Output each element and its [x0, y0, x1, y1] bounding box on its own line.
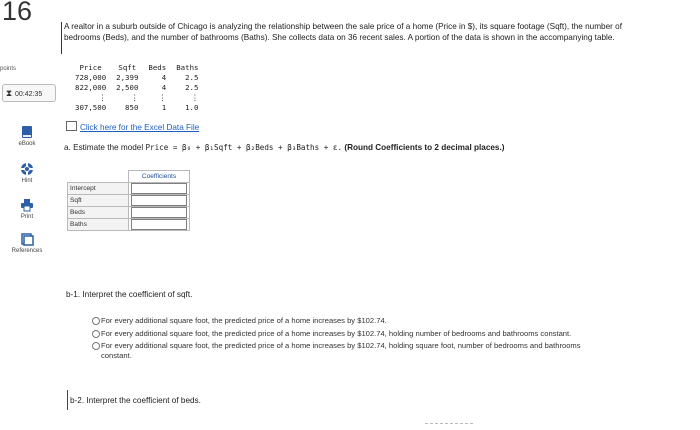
table-cell: 850: [125, 103, 139, 112]
table-row: [70, 103, 203, 113]
row-label-sqft: Sqft: [68, 195, 129, 207]
col-header-price: Price: [79, 63, 102, 72]
coef-cell: [129, 219, 190, 231]
coef-row-intercept: [68, 183, 190, 195]
question-number: 16: [2, 0, 33, 26]
references-button[interactable]: [4, 232, 50, 254]
model-equation: Price = β₀ + β₁Sqft + β₂Beds + β₃Baths + ε.: [145, 143, 343, 152]
file-icon: [66, 121, 77, 131]
coef-cell: [129, 183, 190, 195]
lifebuoy-icon: [20, 162, 34, 176]
b1-option-1[interactable]: [92, 316, 612, 326]
references-icon: [20, 232, 34, 246]
row-label-baths: Baths: [68, 219, 129, 231]
option-text: For every additional square foot, the predicted price of a home increases by $102.74, holding square foot, number of bedrooms and bathrooms constant.: [101, 341, 581, 360]
corner-cell: [68, 171, 129, 183]
option-text: For every additional square foot, the predicted price of a home increases by $102.74, holding number of bedrooms and bathrooms constant.: [101, 328, 572, 338]
hint-label: Hint: [21, 178, 33, 184]
radio-button[interactable]: [92, 342, 100, 350]
table-row: [70, 83, 203, 93]
table-cell: ⋮: [158, 93, 167, 102]
excel-data-link[interactable]: [66, 121, 199, 132]
table-cell: 822,000: [75, 83, 107, 92]
part-b2-text: b-2. Interpret the coefficient of beds.: [70, 396, 201, 405]
coef-row-beds: [68, 207, 190, 219]
coef-row-sqft: [68, 195, 190, 207]
table-cell: 1.0: [185, 103, 199, 112]
table-row: [70, 73, 203, 83]
table-cell: 4: [161, 73, 167, 82]
divider: [425, 423, 473, 424]
table-cell: ⋮: [131, 93, 139, 102]
baths-input[interactable]: [131, 219, 187, 230]
b1-option-2[interactable]: [92, 329, 612, 339]
b2-margin-bar: [67, 390, 68, 410]
references-label: References: [11, 248, 43, 254]
printer-icon: [20, 198, 34, 212]
excel-link-text[interactable]: Click here for the Excel Data File: [80, 123, 200, 132]
prompt-margin-bar: [61, 22, 62, 54]
table-cell: 728,000: [75, 73, 107, 82]
prompt-text: A realtor in a suburb outside of Chicago is analyzing the relationship between the sale price of a home (Price in $), its square footage (Sqft), the number of bedrooms (Beds), and the number of bathrooms (Baths). She collects data on 36 recent sales. A portion of the data is shown in the accompanying table.: [64, 22, 622, 42]
b1-option-3[interactable]: [92, 341, 612, 360]
table-cell: 2.5: [185, 83, 199, 92]
coefficients-answer-table: [67, 170, 190, 231]
coefficients-header: Coefficients: [129, 171, 190, 183]
print-button[interactable]: [4, 198, 50, 220]
part-b1-label: b-1. Interpret the coefficient of sqft.: [66, 290, 193, 299]
coef-cell: [129, 207, 190, 219]
book-icon: [20, 125, 34, 139]
print-label: Print: [20, 214, 34, 220]
table-cell: 1: [161, 103, 167, 112]
b1-options: [92, 316, 612, 363]
table-cell: 2.5: [185, 73, 199, 82]
coef-header-row: [68, 171, 190, 183]
beds-input[interactable]: [131, 207, 187, 218]
coef-row-baths: [68, 219, 190, 231]
hourglass-icon: ⧗: [5, 88, 13, 98]
part-a-instruction: [64, 143, 504, 152]
table-cell: ⋮: [191, 93, 199, 102]
option-text: For every additional square foot, the predicted price of a home increases by $102.74.: [101, 316, 387, 325]
table-cell: 307,500: [75, 103, 107, 112]
points-label: points: [0, 66, 17, 72]
col-header-beds: Beds: [148, 63, 167, 72]
timer-value: 00:42:35: [15, 91, 43, 98]
question-prompt: [64, 21, 624, 43]
table-header-row: [70, 63, 203, 73]
sqft-input[interactable]: [131, 195, 187, 206]
table-cell: ⋮: [98, 93, 107, 102]
intercept-input[interactable]: [131, 183, 187, 194]
timer: [2, 84, 56, 102]
row-label-beds: Beds: [68, 207, 129, 219]
radio-button[interactable]: [92, 330, 100, 338]
col-header-sqft: Sqft: [118, 63, 137, 72]
ebook-label: eBook: [18, 141, 36, 147]
radio-button[interactable]: [92, 317, 100, 325]
ebook-button[interactable]: [4, 125, 50, 147]
data-preview-table: [70, 63, 203, 113]
table-cell: 4: [161, 83, 167, 92]
rounding-instruction: (Round Coefficients to 2 decimal places.): [344, 143, 505, 152]
table-cell: 2,500: [116, 83, 139, 92]
hint-button[interactable]: [4, 162, 50, 184]
left-sidebar: [0, 0, 58, 430]
part-b2-label: [70, 396, 201, 405]
coef-cell: [129, 195, 190, 207]
row-label-intercept: Intercept: [68, 183, 129, 195]
part-a-prefix: a. Estimate the model: [64, 143, 146, 152]
col-header-baths: Baths: [176, 63, 199, 72]
table-row: [70, 93, 203, 103]
table-cell: 2,399: [116, 73, 139, 82]
